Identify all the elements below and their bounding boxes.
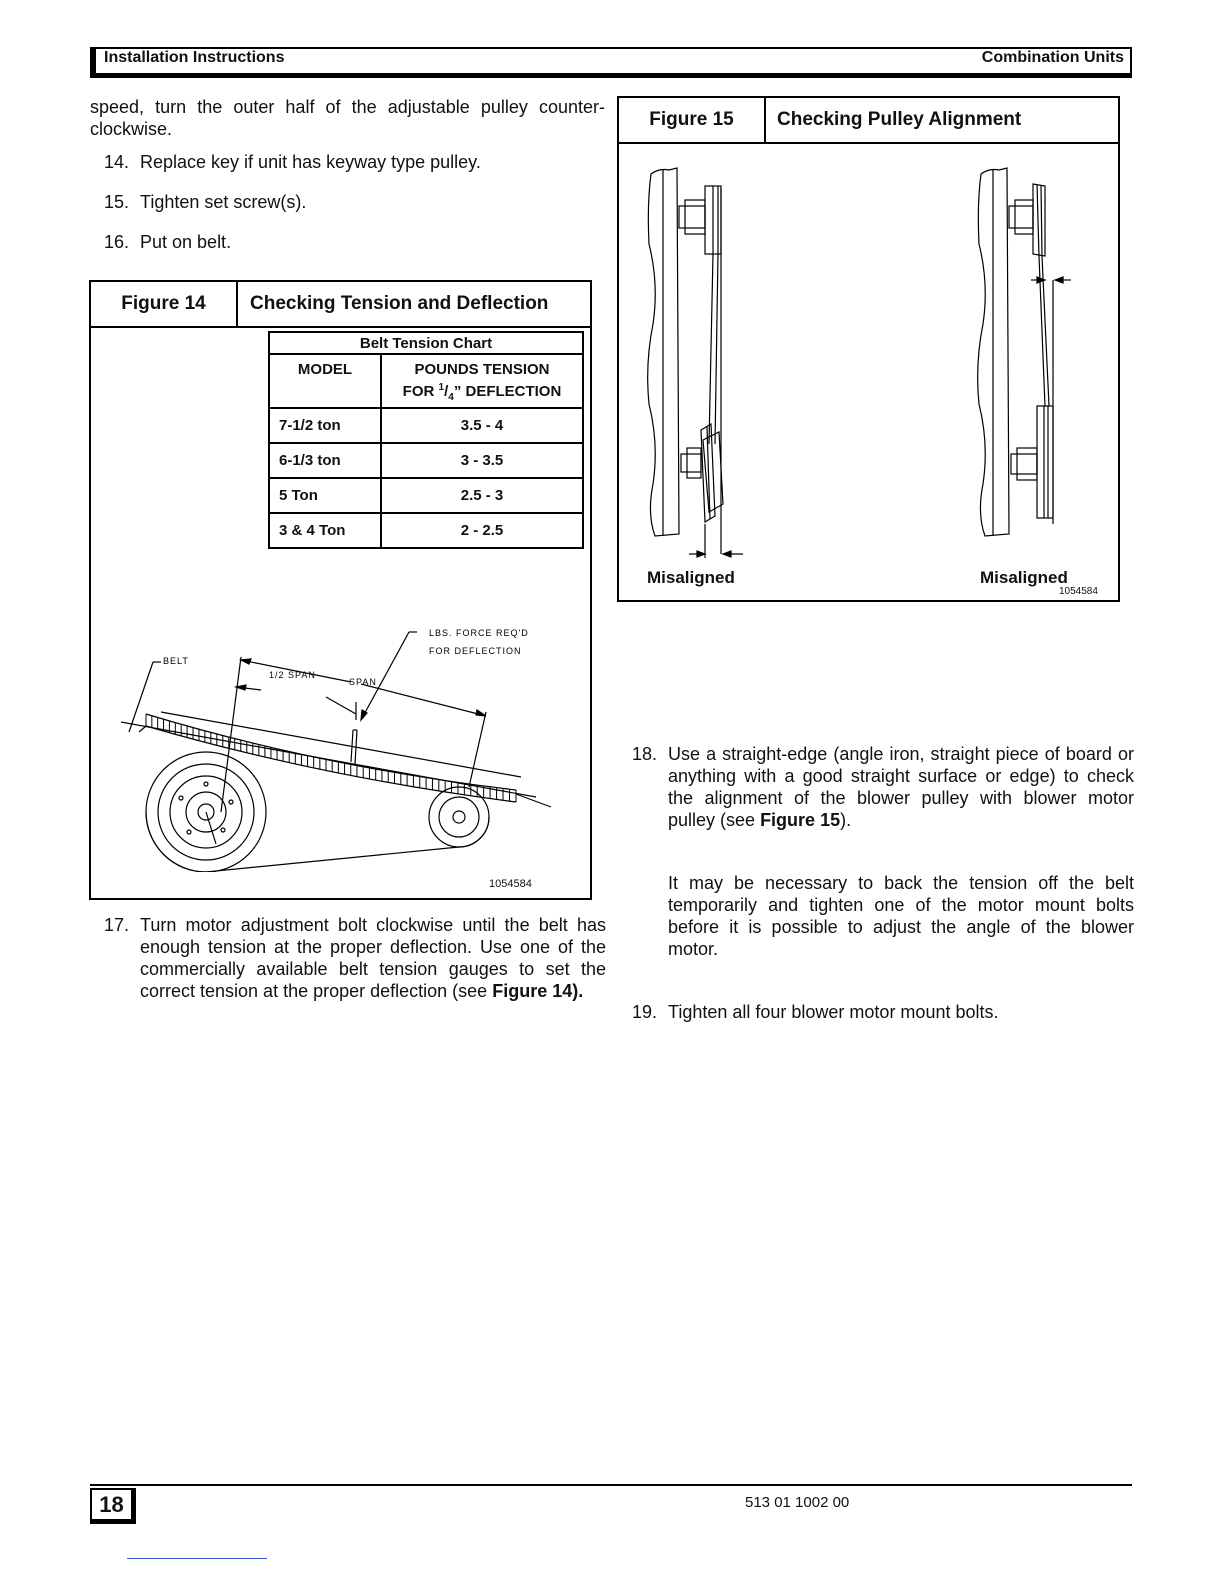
step-17	[104, 914, 606, 1024]
column-header-line1: POUNDS TENSION	[414, 361, 550, 378]
figure-reference: Figure 15	[760, 810, 841, 830]
tension-cell: 2.5 - 3	[381, 478, 583, 513]
step-text: Put on belt.	[140, 232, 232, 252]
figure-14-box	[89, 280, 592, 900]
figure-14-code: 1054584	[489, 878, 532, 890]
model-cell: 6-1/3 ton	[269, 443, 381, 478]
step-18-note: It may be necessary to back the tension off the belt temporarily and tighten one of the motor mount bolts before it is possible to adjust the angle of the blower motor.	[668, 873, 1134, 959]
column-header-pounds-tension: POUNDS TENSION FOR $^1/_4$” DEFLECTION	[381, 354, 583, 408]
model-cell: 3 & 4 Ton	[269, 513, 381, 548]
step-text: Use a straight-edge (angle iron, straight piece of board or anything with a good straight surface or edge) to check the alignment of the blower pulley with blower motor pulley (see	[668, 744, 1134, 830]
step-14	[104, 151, 604, 173]
step-text: Tighten set screw(s).	[140, 192, 307, 212]
model-cell: 7-1/2 ton	[269, 408, 381, 443]
figure-reference: Figure 14).	[492, 981, 584, 1001]
table-row	[269, 513, 583, 548]
figure-15-number: Figure 15	[619, 98, 766, 142]
column-header-for: FOR	[402, 383, 439, 400]
step-number: 16.	[104, 232, 130, 252]
belt-tension-chart	[268, 331, 584, 549]
header-section-title: Installation Instructions	[104, 49, 285, 66]
column-header-deflection: ” DEFLECTION	[453, 383, 562, 400]
step-number: 19.	[632, 1002, 658, 1022]
fraction-denominator: 4	[448, 392, 454, 403]
step-18	[632, 743, 1134, 965]
figure-14-title: Checking Tension and Deflection	[250, 293, 549, 314]
belt-tension-chart-caption: Belt Tension Chart	[269, 332, 583, 354]
figure-15-box	[617, 96, 1120, 602]
step-text-end: ).	[840, 810, 852, 830]
header-underline	[90, 73, 1132, 78]
document-number: 513 01 1002 00	[745, 1494, 850, 1511]
page-number: 18	[90, 1488, 136, 1524]
step-text: Turn motor adjustment bolt clockwise until the belt has enough tension at the proper deflection. Use one of the commercially available belt tension gauges to set the correct tension at the proper deflection (see	[140, 915, 606, 1001]
table-row	[269, 408, 583, 443]
step-18-text	[668, 743, 1134, 831]
intro-paragraph: speed, turn the outer half of the adjustable pulley counter-clockwise.	[90, 97, 605, 139]
tension-cell: 2 - 2.5	[381, 513, 583, 548]
figure-15-code: 1054584	[1059, 586, 1098, 597]
half-span-label: 1/2 SPAN	[269, 670, 316, 680]
link-underline[interactable]	[127, 1558, 267, 1559]
column-header-model: MODEL	[269, 354, 381, 408]
figure-14-header	[91, 282, 590, 328]
step-16	[104, 231, 604, 253]
figure-14-number: Figure 14	[91, 282, 238, 326]
tension-cell: 3 - 3.5	[381, 443, 583, 478]
step-number: 14.	[104, 152, 130, 172]
step-text: Replace key if unit has keyway type pulley.	[140, 152, 481, 172]
step-19	[632, 1001, 1134, 1023]
figure-15-header	[619, 98, 1118, 144]
step-number: 15.	[104, 192, 130, 212]
table-row	[269, 478, 583, 513]
belt-deflection-illustration	[91, 622, 590, 872]
step-number: 17.	[104, 915, 130, 935]
left-misaligned-label: Misaligned	[647, 568, 735, 587]
step-15	[104, 191, 604, 213]
step-text: Tighten all four blower motor mount bolts.	[668, 1002, 999, 1022]
fraction-numerator: 1	[438, 382, 445, 393]
pulley-alignment-illustration	[619, 144, 1118, 564]
model-cell: 5 Ton	[269, 478, 381, 513]
right-misaligned-label: Misaligned	[980, 568, 1068, 587]
belt-label: BELT	[163, 656, 189, 666]
header-product-title: Combination Units	[981, 49, 1124, 66]
footer-rule	[90, 1484, 1132, 1486]
tension-cell: 3.5 - 4	[381, 408, 583, 443]
table-row	[269, 443, 583, 478]
figure-15-title: Checking Pulley Alignment	[777, 109, 1022, 130]
force-label-line1: LBS. FORCE REQ'D	[429, 628, 529, 638]
step-number: 18.	[632, 744, 658, 764]
step-17-text	[140, 914, 606, 1002]
force-label-line2: FOR DEFLECTION	[429, 646, 522, 656]
span-label: SPAN	[349, 677, 377, 687]
